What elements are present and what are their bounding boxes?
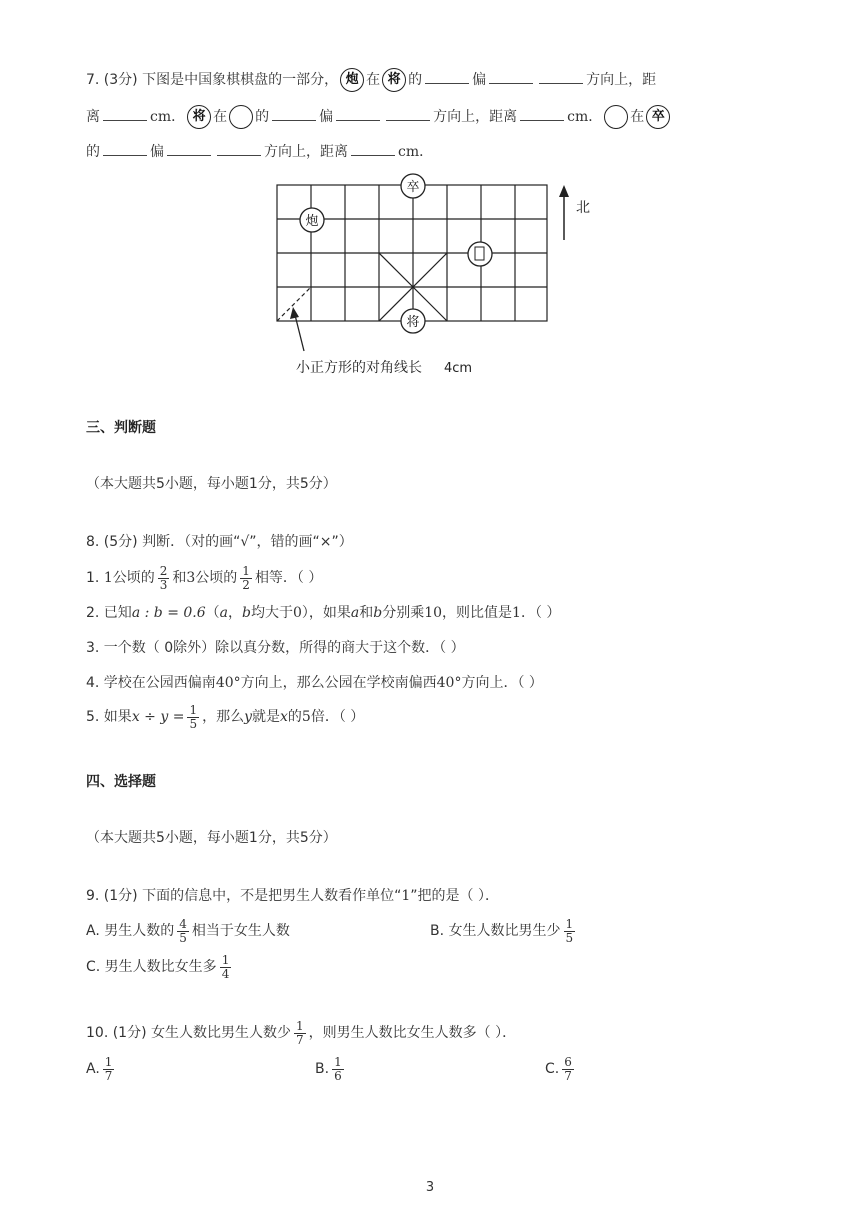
q7-unit: cm． <box>567 109 603 125</box>
option-label: B. <box>315 1061 330 1077</box>
q10-option-b[interactable] <box>315 1054 347 1084</box>
fraction <box>564 918 576 945</box>
q8-text: 分别乘 <box>382 605 425 621</box>
section3-note: （本大题共5小题，每小题1分，共5分） <box>86 476 337 492</box>
fraction-denominator: 4 <box>221 966 230 981</box>
fraction-denominator: 6 <box>334 1068 342 1083</box>
option-label: C. 男生人数比女生多 <box>86 959 217 975</box>
fraction-denominator: 7 <box>564 1068 572 1083</box>
diagram-caption: 小正方形的对角线长 <box>296 360 422 376</box>
fraction-numerator: 2 <box>159 563 168 578</box>
q8-item5 <box>86 702 364 732</box>
chess-board-diagram <box>260 168 620 383</box>
answer-blank[interactable] <box>351 143 395 156</box>
north-label: 北 <box>576 200 590 216</box>
q7-line1 <box>86 68 656 92</box>
jiang-piece-label: 将 <box>382 68 406 92</box>
fraction-numerator: 1 <box>242 563 250 578</box>
math-var: b <box>242 605 251 621</box>
q8-text: （ <box>205 605 220 621</box>
q8-item2 <box>86 603 560 623</box>
q8-text: 的 <box>287 709 302 725</box>
fraction-denominator: 3 <box>159 577 168 592</box>
answer-blank[interactable] <box>539 71 583 84</box>
q8-text: ， <box>228 605 242 621</box>
math-num: 40° <box>436 675 462 691</box>
q10-stem <box>86 1018 516 1048</box>
q8-stem: 8. (5分) 判断．（对的画“√”，错的画“×”） <box>86 534 353 550</box>
answer-blank[interactable] <box>272 108 316 121</box>
blank-piece-label <box>604 105 628 129</box>
fraction-numerator: 1 <box>565 916 574 931</box>
zu-piece-label: 卒 <box>646 105 670 129</box>
q7-text: 的 <box>408 72 423 88</box>
q7-line3 <box>86 142 433 162</box>
fraction-numerator: 1 <box>334 1054 342 1069</box>
piece-pao <box>300 208 324 232</box>
fraction-denominator: 5 <box>565 930 574 945</box>
math-var: b <box>373 605 383 621</box>
q8-text: 倍．（ ） <box>310 709 365 725</box>
fraction-numerator: 1 <box>221 952 230 967</box>
q7-unit: cm． <box>150 109 186 125</box>
q7-text: 的 <box>255 109 270 125</box>
fraction-numerator: 1 <box>296 1018 304 1033</box>
q8-text: 和 <box>359 605 374 621</box>
q9-option-c[interactable] <box>86 952 234 982</box>
jiang-piece-label: 将 <box>187 105 211 129</box>
fraction <box>187 704 199 731</box>
fraction <box>332 1056 344 1083</box>
q7-line2 <box>86 105 672 129</box>
q8-text: ），如果 <box>301 605 351 621</box>
q7-text: 方向上，距离 <box>433 109 518 125</box>
page-number: 3 <box>425 1180 435 1195</box>
answer-blank[interactable] <box>489 71 533 84</box>
math-expression: x ÷ y = <box>131 709 185 725</box>
blank-piece-label <box>229 105 253 129</box>
math-expression: a : b = 0.6 <box>131 605 206 621</box>
q7-text: 方向上，距 <box>586 72 657 88</box>
math-num: 10 <box>424 605 443 621</box>
fraction <box>294 1020 306 1047</box>
q7-stem: 7. (3分) 下图是中国象棋棋盘的一部分， <box>86 72 339 88</box>
item-number: 1. <box>86 570 104 586</box>
answer-blank[interactable] <box>425 71 469 84</box>
q7-text: 在 <box>630 109 645 125</box>
section4-note: （本大题共5小题，每小题1分，共5分） <box>86 830 337 846</box>
math-num: 40° <box>215 675 241 691</box>
piece-jiang-label: 将 <box>406 315 420 330</box>
math-var: a <box>350 605 360 621</box>
math-num: 1 <box>401 888 411 904</box>
q8-text: ．（ ） <box>520 605 561 621</box>
answer-blank[interactable] <box>217 143 261 156</box>
q7-text: 偏 <box>472 72 487 88</box>
section4-title: 四、选择题 <box>86 774 156 790</box>
diagram-caption-value: 4cm <box>444 361 473 376</box>
fraction-numerator: 6 <box>564 1054 572 1069</box>
q8-text: 均大于 <box>250 605 293 621</box>
q10-option-a[interactable] <box>86 1054 117 1084</box>
fraction-denominator: 7 <box>296 1032 304 1047</box>
q7-text: 离 <box>86 109 100 125</box>
q10-text: ，则男生人数比女生人数多（ ）． <box>308 1025 517 1041</box>
q7-text: 在 <box>213 109 228 125</box>
q9-text: 9. (1分) 下面的信息中，不是把男生人数看作单位“ <box>86 888 402 904</box>
fraction-numerator: 1 <box>104 1054 113 1069</box>
answer-blank[interactable] <box>167 143 211 156</box>
fraction <box>240 565 252 592</box>
option-label: 相当于女生人数 <box>191 923 290 939</box>
q9-option-a[interactable] <box>86 916 290 946</box>
math-var: x <box>280 709 288 725</box>
q8-text: 5. 如果 <box>86 709 132 725</box>
answer-blank[interactable] <box>386 108 430 121</box>
fraction-denominator: 5 <box>179 930 187 945</box>
q8-item4 <box>86 673 543 693</box>
q8-text: 和 <box>172 570 187 586</box>
q10-option-c[interactable] <box>545 1054 577 1084</box>
answer-blank[interactable] <box>103 143 147 156</box>
q8-text: 方向上，那么公园在学校南偏西 <box>240 675 437 691</box>
q7-text: 方向上，距离 <box>264 144 348 160</box>
q7-text: 偏 <box>150 144 164 160</box>
fraction-denominator: 7 <box>104 1068 113 1083</box>
math-var: a <box>219 605 228 621</box>
q7-text: 在 <box>366 72 381 88</box>
piece-jiang <box>401 309 425 333</box>
q8-text: 就是 <box>252 709 280 725</box>
q9-text: ”把的是（ ）． <box>410 888 499 904</box>
q8-text: 4. 学校在公园西偏南 <box>86 675 216 691</box>
math-num: 0 <box>292 605 302 621</box>
q8-text: 3公顷的 <box>186 570 238 586</box>
fraction-denominator: 2 <box>242 577 250 592</box>
piece-zu-label: 卒 <box>406 180 420 195</box>
fraction <box>103 1056 115 1083</box>
option-label: C. <box>545 1061 560 1077</box>
q9-stem <box>86 886 499 906</box>
q8-text: ，那么 <box>202 709 245 725</box>
q8-text: 方向上．（ ） <box>461 675 543 691</box>
option-label: A. 男生人数的 <box>86 923 175 939</box>
q7-text: 偏 <box>319 109 334 125</box>
pointer-arrow <box>295 315 304 351</box>
q8-text: 1公顷的 <box>103 570 155 586</box>
math-num: 1 <box>512 605 521 621</box>
math-var: y <box>244 709 252 725</box>
fraction-denominator: 5 <box>189 716 198 731</box>
math-num: 5 <box>301 709 311 725</box>
q8-text: ，则比值是 <box>442 605 513 621</box>
q9-option-b[interactable] <box>430 916 578 946</box>
option-label: A. <box>86 1061 100 1077</box>
q8-text: 2. 已知 <box>86 605 132 621</box>
q7-unit: cm． <box>398 144 434 160</box>
fraction <box>220 954 232 981</box>
answer-blank[interactable] <box>520 108 564 121</box>
pao-piece-label: 炮 <box>340 68 364 92</box>
q8-item1 <box>86 564 322 592</box>
q8-item3: 3. 一个数（ 0除外）除以真分数，所得的商大于这个数．（ ） <box>86 640 465 656</box>
answer-blank[interactable] <box>103 108 147 121</box>
north-arrow-head-icon <box>559 185 569 197</box>
option-label: B. 女生人数比男生少 <box>430 923 561 939</box>
q10-text: 10. (1分) 女生人数比男生人数少 <box>86 1025 291 1041</box>
arrow-head-icon <box>290 307 299 319</box>
piece-zu <box>401 174 425 198</box>
fraction <box>158 565 170 592</box>
fraction-numerator: 4 <box>179 916 187 931</box>
fraction <box>177 918 189 945</box>
fraction <box>562 1056 574 1083</box>
piece-blank <box>468 242 492 266</box>
q7-text: 的 <box>86 144 100 160</box>
section3-title: 三、判断题 <box>86 420 156 436</box>
q8-text: 相等．（ ） <box>254 570 323 586</box>
fraction-numerator: 1 <box>189 702 198 717</box>
answer-blank[interactable] <box>336 108 380 121</box>
piece-pao-label: 炮 <box>305 214 319 229</box>
